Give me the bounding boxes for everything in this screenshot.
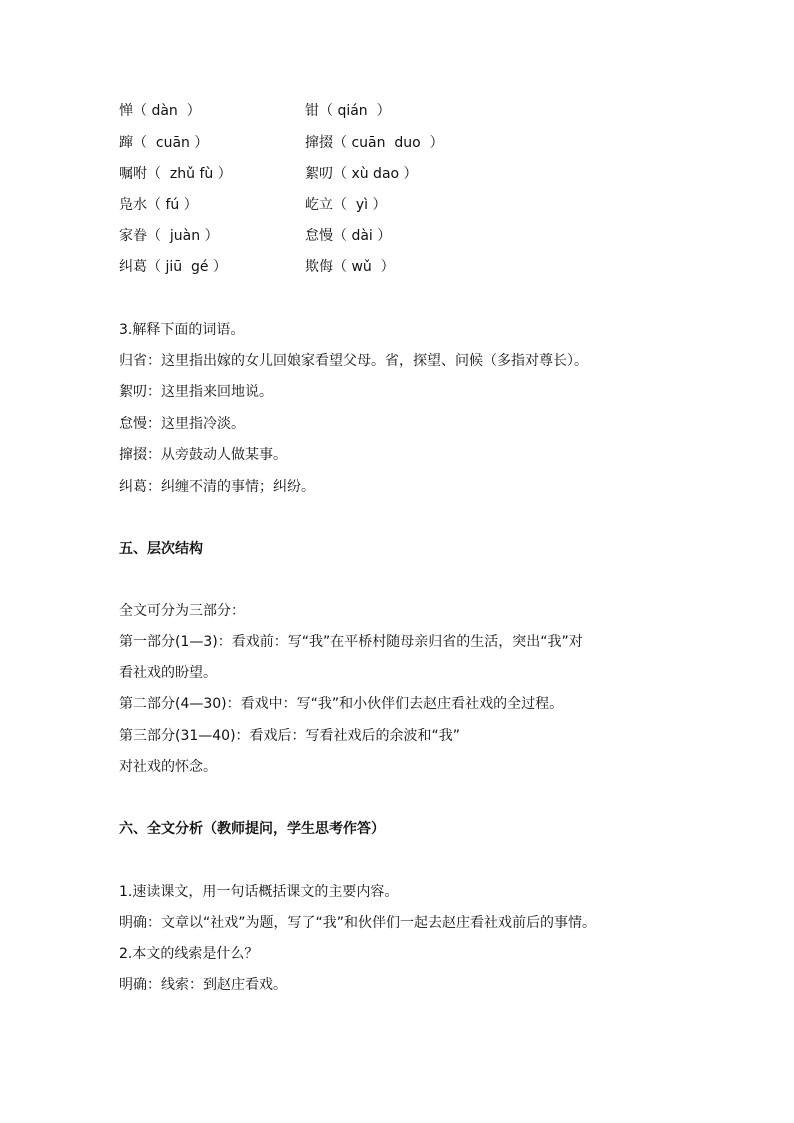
definition-line: 归省：这里指出嫁的女儿回娘家看望父母。省，探望、问候（多指对尊长）。 <box>119 353 588 369</box>
structure-intro: 全文可分为三部分： <box>119 603 245 619</box>
vocab-right: 絮叨（ xù dao ） <box>305 166 418 182</box>
definition-line: 絮叨：这里指来回地说。 <box>119 384 273 400</box>
vocab-left: 凫水（ fú ） <box>119 197 198 213</box>
question-1: 1.速读课文，用一句话概括课文的主要内容。 <box>119 884 399 900</box>
vocab-row <box>0 194 794 216</box>
definition-line: 怠慢：这里指冷淡。 <box>119 416 245 432</box>
vocab-left: 惮（ dàn ） <box>119 103 201 119</box>
structure-part-2: 第二部分(4—30)：看戏中：写“我”和小伙伴们去赵庄看社戏的全过程。 <box>119 696 564 712</box>
vocab-right: 欺侮（ wǔ ） <box>305 259 395 275</box>
definition-line: 纠葛：纠缠不清的事情；纠纷。 <box>119 479 315 495</box>
vocab-row <box>0 132 794 154</box>
section-5-heading: 五、层次结构 <box>119 541 203 557</box>
question-2: 2.本文的线索是什么？ <box>119 946 259 962</box>
answer-1: 明确：文章以“社戏”为题，写了“我”和伙伴们一起去赵庄看社戏前后的事情。 <box>119 915 597 931</box>
vocab-right: 钳（ qián ） <box>305 103 391 119</box>
vocab-row <box>0 225 794 247</box>
vocab-left: 家眷（ juàn ） <box>119 228 219 244</box>
structure-part-3-cont: 对社戏的怀念。 <box>119 759 217 775</box>
structure-part-1: 第一部分(1—3)：看戏前：写“我”在平桥村随母亲归省的生活，突出“我”对 <box>119 634 583 650</box>
vocab-right: 怠慢（ dài ） <box>305 228 392 244</box>
vocab-left: 蹿（ cuān ） <box>119 135 209 151</box>
answer-2: 明确：线索：到赵庄看戏。 <box>119 977 287 993</box>
vocab-row <box>0 100 794 122</box>
vocab-row <box>0 256 794 278</box>
structure-part-1-cont: 看社戏的盼望。 <box>119 665 217 681</box>
vocab-right: 撺掇（ cuān duo ） <box>305 135 444 151</box>
vocab-left: 嘱咐（ zhǔ fù ） <box>119 166 232 182</box>
section-3-title: 3.解释下面的词语。 <box>119 322 245 338</box>
vocab-row <box>0 163 794 185</box>
vocab-left: 纠葛（ jiū gé ） <box>119 259 227 275</box>
definition-line: 撺掇：从旁鼓动人做某事。 <box>119 447 287 463</box>
structure-part-3: 第三部分(31—40)：看戏后：写看社戏后的余波和“我” <box>119 728 461 744</box>
section-6-heading: 六、全文分析（教师提问，学生思考作答） <box>119 821 385 837</box>
vocab-right: 屹立（ yì ） <box>305 197 387 213</box>
